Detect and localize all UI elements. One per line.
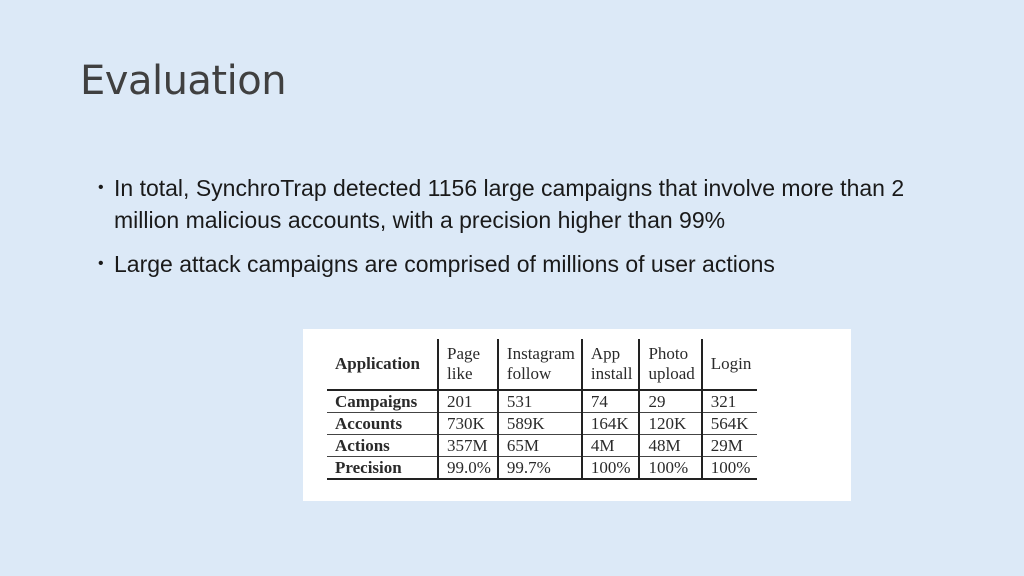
table-cell: 100% [582,457,640,480]
header-photo-upload [639,339,701,390]
campaign-stats-table [327,339,757,480]
header-line: App [590,344,621,363]
header-page-like [438,339,498,390]
header-line: install [590,364,633,383]
table-row [327,457,757,480]
bullet-item [98,172,918,236]
header-instagram-follow [498,339,582,390]
header-login [702,339,758,390]
row-label: Campaigns [327,390,438,413]
table-cell: 99.0% [438,457,498,480]
bullet-text: In total, SynchroTrap detected 1156 large campaigns that involve more than 2 million malicious accounts, with a precision higher than 99% [114,175,905,233]
table-cell: 564K [702,413,758,435]
table-row [327,435,757,457]
table-cell: 321 [702,390,758,413]
header-application: Application [335,354,421,373]
bullet-dot-icon: • [98,179,104,196]
table-cell: 164K [582,413,640,435]
table-row [327,390,757,413]
table-cell: 357M [438,435,498,457]
campaign-stats-table-image [303,329,851,501]
header-app-install [582,339,640,390]
row-label: Actions [327,435,438,457]
header-line: follow [506,364,552,383]
header-line: Login [710,354,752,373]
table-cell: 100% [702,457,758,480]
bullet-item [98,248,918,280]
table-cell: 99.7% [498,457,582,480]
header-line: Page [447,344,481,363]
header-line: Photo [648,344,689,363]
table-cell: 201 [438,390,498,413]
slide-title: Evaluation [80,58,287,104]
table-cell: 74 [582,390,640,413]
row-label: Accounts [327,413,438,435]
table-cell: 589K [498,413,582,435]
header-line: Instagram [506,344,575,363]
table-row [327,413,757,435]
table-cell: 4M [582,435,640,457]
table-cell: 48M [639,435,701,457]
header-line: like [447,364,473,383]
table-cell: 29 [639,390,701,413]
bullet-text: Large attack campaigns are comprised of millions of user actions [114,251,775,277]
table-cell: 65M [498,435,582,457]
table-cell: 29M [702,435,758,457]
row-label: Precision [327,457,438,480]
bullet-list [98,172,918,292]
bullet-dot-icon: • [98,255,104,272]
table-cell: 100% [639,457,701,480]
table-cell: 531 [498,390,582,413]
table-header-row [327,339,757,390]
table-cell: 120K [639,413,701,435]
table-cell: 730K [438,413,498,435]
header-line: upload [648,364,695,383]
